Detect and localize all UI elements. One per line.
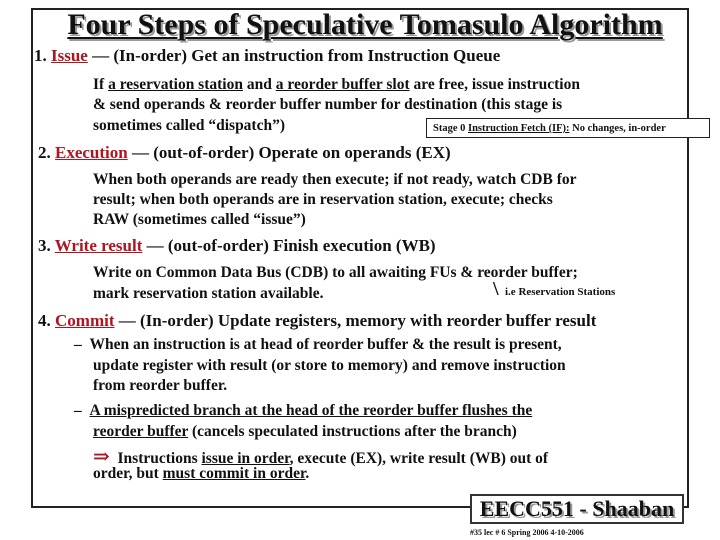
step-3-description: (out-of-order) Finish execution (WB) (167, 236, 436, 255)
step-2-description: (out-of-order) Operate on operands (EX) (153, 143, 451, 162)
bullet-3-line-2: order, but must commit in order. (93, 465, 310, 482)
step-2-body-line-3: RAW (sometimes called “issue”) (93, 211, 306, 228)
course-badge: EECC551 - Shaaban (470, 494, 684, 524)
step-3-heading (38, 236, 436, 256)
step-2-body-line-1: When both operands are ready then execute; if not ready, watch CDB for (93, 171, 577, 188)
step-2-heading (38, 143, 451, 163)
step-1-body-line-1: If a reservation station and a reorder buffer slot are free, issue instruction (93, 76, 580, 93)
bullet-1-line-2: update register with result (or store to memory) and remove instruction (93, 357, 566, 374)
bullet-dash-2: – (74, 402, 82, 419)
pointer-mark-icon: \ (493, 278, 499, 300)
reorder-buffer-slot-term: a reorder buffer slot (275, 76, 410, 93)
step-4-name: Commit (55, 311, 115, 330)
step-2-number: 2. (38, 143, 51, 162)
implies-arrow-icon: ⇒ (93, 446, 110, 468)
reservation-stations-note: i.e Reservation Stations (505, 286, 616, 298)
step-1-name: Issue (51, 46, 88, 65)
bullet-2-line-1: – A mispredicted branch at the head of the reorder buffer flushes the (74, 402, 533, 419)
step-1-heading (34, 46, 500, 66)
step-4-dash: — (118, 311, 136, 330)
slide-footer: #35 lec # 6 Spring 2006 4-10-2006 (470, 528, 584, 537)
step-1-dash: — (92, 46, 110, 65)
step-4-description: (In-order) Update registers, memory with reorder buffer result (139, 311, 597, 330)
step-3-body-line-2: mark reservation station available. (93, 285, 324, 302)
step-4-heading (38, 311, 596, 331)
step-1-description: (In-order) Get an instruction from Instruction Queue (113, 46, 501, 65)
slide-title: Four Steps of Speculative Tomasulo Algorithm (67, 8, 663, 41)
step-1-number: 1. (34, 46, 47, 65)
bullet-1-line-1: – When an instruction is at head of reorder buffer & the result is present, (74, 336, 562, 353)
step-3-number: 3. (38, 236, 51, 255)
step-1-body-line-3: sometimes called “dispatch”) (93, 117, 286, 134)
step-3-name: Write result (54, 236, 143, 255)
bullet-1-line-3: from reorder buffer. (93, 377, 228, 394)
bullet-3-line-1: ⇒ Instructions issue in order, execute (EX), write result (WB) out of (93, 446, 549, 468)
reservation-station-term: a reservation station (108, 76, 243, 93)
step-3-dash: — (146, 236, 164, 255)
step-4-number: 4. (38, 311, 51, 330)
step-1-body-line-2: & send operands & reorder buffer number for destination (this stage is (93, 96, 563, 113)
bullet-dash-1: – (74, 336, 82, 353)
step-2-body-line-2: result; when both operands are in reservation station, execute; checks (93, 191, 553, 208)
stage-0-note: Stage 0 Instruction Fetch (IF): No changes, in-order (426, 118, 710, 138)
step-3-body-line-1: Write on Common Data Bus (CDB) to all awaiting FUs & reorder buffer; (93, 264, 578, 281)
step-2-dash: — (131, 143, 149, 162)
bullet-2-line-2: reorder buffer (cancels speculated instructions after the branch) (93, 423, 517, 440)
step-2-name: Execution (55, 143, 128, 162)
